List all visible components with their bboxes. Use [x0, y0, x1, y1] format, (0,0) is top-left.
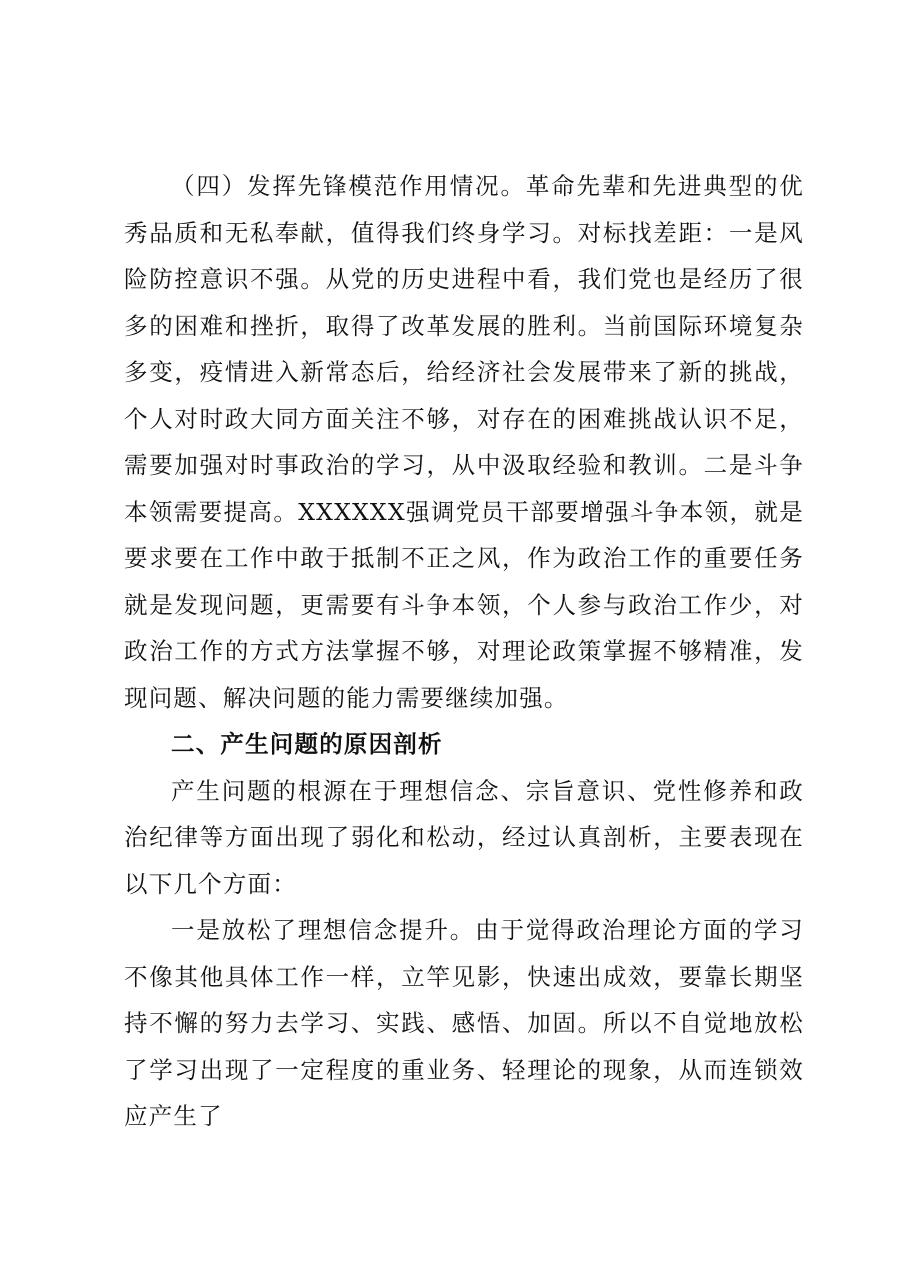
- paragraph-ideals-beliefs: 一是放松了理想信念提升。由于觉得政治理论方面的学习不像其他具体工作一样，立竿见影，快速出成效，要靠长期坚持不懈的努力去学习、实践、感悟、加固。所以不自觉地放松了学习出现了一定程度的重业务、轻理论的现象，从而连锁效应产生了: [124, 916, 804, 1130]
- paragraph-root-causes: 产生问题的根源在于理想信念、宗旨意识、党性修养和政治纪律等方面出现了弱化和松动，经过认真剖析，主要表现在以下几个方面：: [124, 776, 804, 898]
- section-heading-cause-analysis: 二、产生问题的原因剖析: [171, 730, 443, 758]
- document-body: [124, 163, 804, 1140]
- paragraph-vanguard-role: （四）发挥先锋模范作用情况。革命先辈和先进典型的优秀品质和无私奉献，值得我们终身学习。对标找差距：一是风险防控意识不强。从党的历史进程中看，我们党也是经历了很多的困难和挫折，取得了改革发展的胜利。当前国际环境复杂多变，疫情进入新常态后，给经济社会发展带来了新的挑战，个人对时政大同方面关注不够，对存在的困难挑战认识不足，需要加强对时事政治的学习，从中汲取经验和教训。二是斗争本领需要提高。XXXXXX强调党员干部要增强斗争本领，就是要求要在工作中敢于抵制不正之风，作为政治工作的重要任务就是发现问题，更需要有斗争本领，个人参与政治工作少，对政治工作的方式方法掌握不够，对理论政策掌握不够精准，发现问题、解决问题的能力需要继续加强。: [124, 172, 804, 712]
